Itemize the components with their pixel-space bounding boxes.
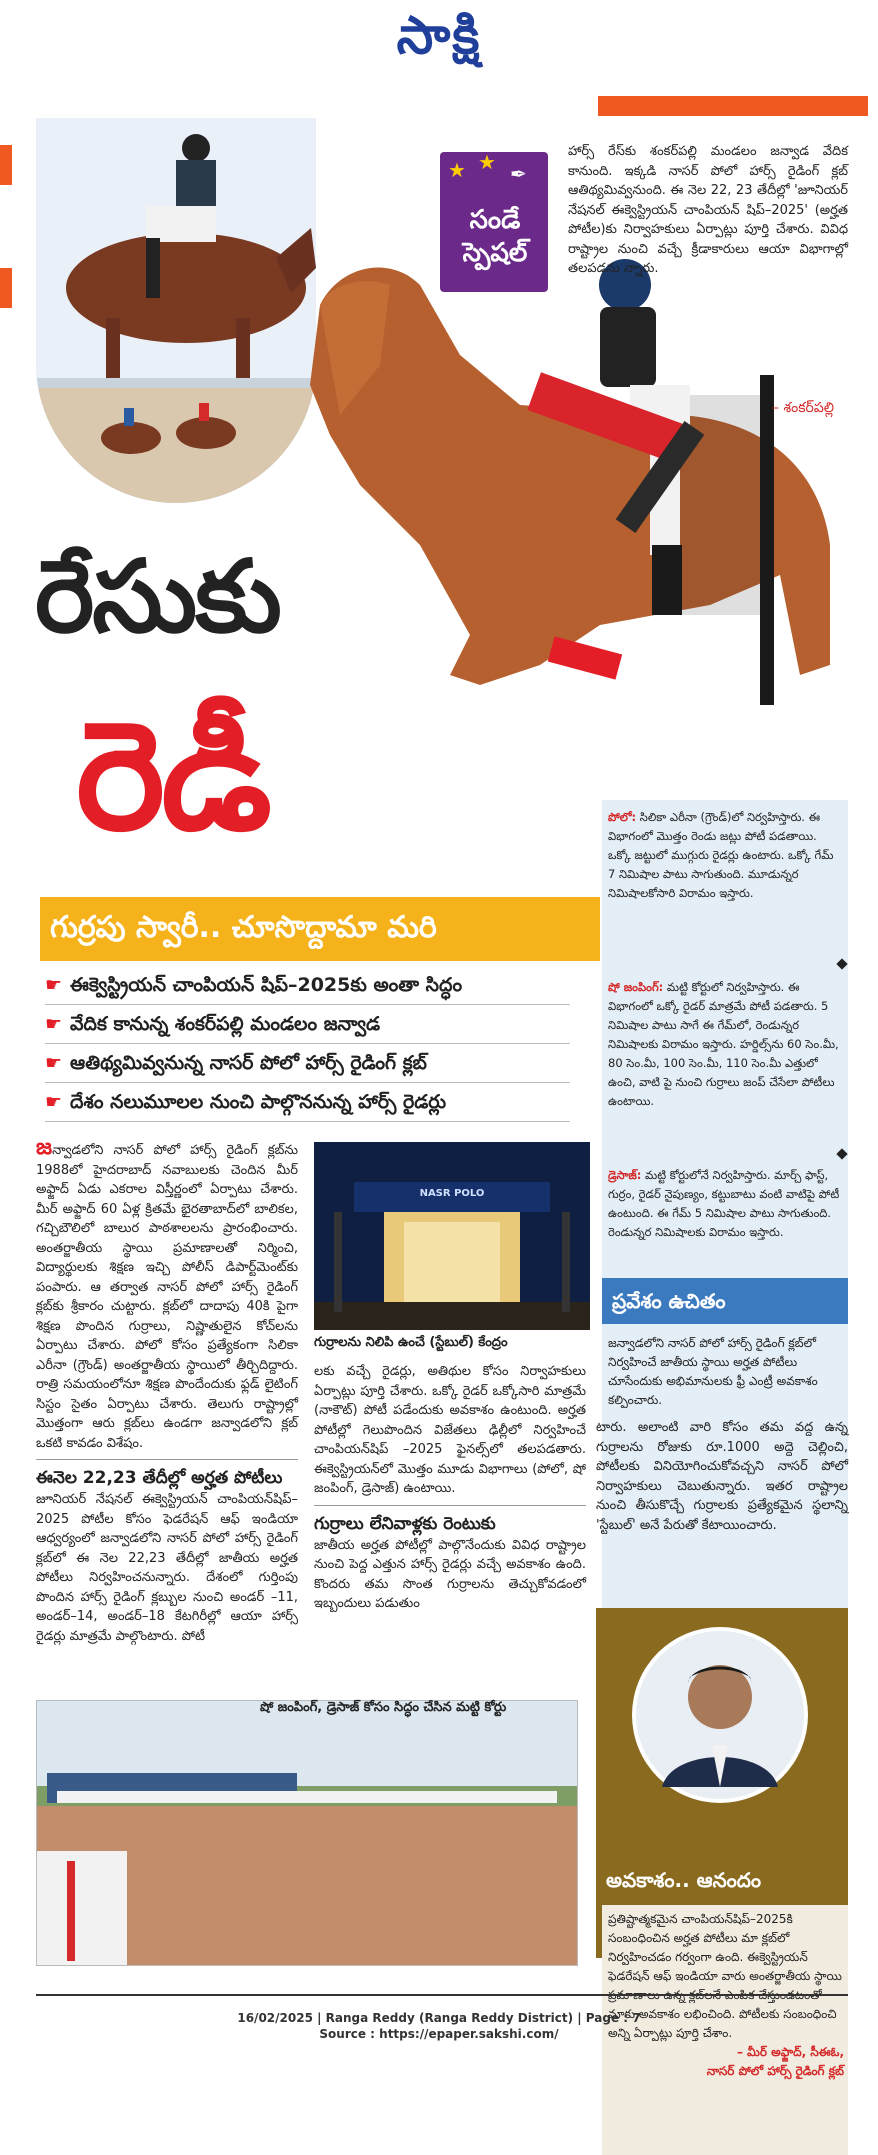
quote-signature-org: నాసర్ పోలో హార్స్ రైడింగ్ క్లబ్ (706, 2064, 844, 2078)
intro-paragraph: హార్స్ రేస్‌కు శంకర్‌పల్లి మండలం జన్వాడ వేదిక కానుంది. ఇక్కడి నాసర్ పోలో హార్స్ రైడింగ్ క్లబ్ ఆతిథ్యమివ్వనుంది. ఈ నెల 22, 23 తేదీల్లో 'జూనియర్ నేషనల్ ఈక్వెస్ట్రియన్ చాంపియన్ షిప్–2025' (అర్హత పోటీల)కు నిర్వాహకులు ఏర్పాట్లు పూర్తి చేశారు. వివిధ రాష్ట్రాల నుంచి వచ్చే క్రీడాకారులు ఆయా విభాగాల్లో తలపడను న్నారు. (568, 144, 848, 276)
pointer-icon: ☛ (45, 974, 63, 996)
dressage-info: డ్రెసాజ్: మట్టి కోర్టులోనే నిర్వహిస్తారు. మార్చ్ ఫాస్ట్, గుర్రం, రైడర్ నైపుణ్యం, కట్టుబాటు వంటి వాటిపై పోటీ ఉంటుంది. ఈ గేమ్ 5 నిమిషాల పాటు సాగుతుంది. రెండున్నర నిమిషాలకు విరామం ఇస్తారు. (608, 1168, 840, 1239)
bullet-item: ☛ దేశం నలుమూలల నుంచి పాల్గొననున్న హార్స్ రైడర్లు (45, 1083, 570, 1122)
article-paragraph: జాతీయ అర్హత పోటీల్లో పాల్గొనేందుకు వివిధ రాష్ట్రాల నుంచి పెద్ద ఎత్తున హార్స్ రైడర్లు వచ్చే అవకాశం ఉంది. కొందరు తమ సొంత గుర్రాలను తెచ్చుకోవడంలో ఇబ్బందులు పడుతుం (314, 1537, 586, 1611)
article-column-1: జన్వాడలోని నాసర్ పోలో హార్స్ రైడింగ్ క్లబ్‌ను 1988లో హైదరాబాద్ నవాబులకు చెందిన మీర్ అఫ్జాద్ ఏడు ఎకరాల విస్తీర్ణంలో ఏర్పాటు చేశారు. మీర్ అఫ్జాద్ 60 ఏళ్ల క్రితమే భైరతాబాద్‌లో బాలికల, గచ్చిబౌలిలో బాలుర పాఠశాలలను ప్రారంభించారు. అంతర్జాతీయ స్థాయి ప్రమాణాలతో నిర్మించి, విద్యార్థులకు శిక్షణ ఇచ్చి పోలీస్ డిపార్ట్‌మెంట్‌కు పంపారు. ఆ తర్వాత నాసర్ పోలో హార్స్ రైడింగ్ క్లబ్‌కు శ్రీకారం చుట్టారు. క్లబ్‌లో దాదాపు 40కి పైగా శిక్షణ పొందిన గుర్రాలు, నిష్ణాతులైన కోచ్‌లను ఏర్పాటు చేశారు. పోలో కోసం ప్రత్యేకంగా సిలికా ఎరీనా (గ్రౌండ్) అంతర్జాతీయ స్థాయిలో తీర్చిదిద్దారు. రాత్రి సమయంలోనూ శిక్షణ పొందేందుకు ఫ్లడ్ లైటింగ్ సిస్టం సైతం ఏర్పాటు చేశారు. తెలుగు రాష్ట్రాల్లో మొత్తంగా ఆరు క్లబ్‌లు ఉండగా జన్వాడలోని క్లబ్ ఒకటి కావడం విశేషం. ఈనెల 22,23 తేదీల్లో అర్హత పోటీలు జూనియర్ నేషనల్ ఈక్వెస్ట్రియన్ చాంపియన్‌షిప్–2025 పోటీల కోసం ఫెడరేషన్ ఆఫ్ ఇండియా ఆధ్వర్యంలో జన్వాడలోని నాసర్ పోలో హార్స్ రైడింగ్ క్లబ్‌లో ఈ నెల 22,23 తేదీల్లో జాతీయ అర్హత పోటీలు నిర్వహించనున్నారు. దేశంలో గుర్తింపు పొందిన హార్స్ రైడింగ్ క్లబ్బుల నుంచి అండర్ –11, అండర్–14, అండర్–18 కేటగిరీల్లో ఆయా హార్స్ రైడర్లు మాత్రమే పాల్గొంటారు. పోటీ (36, 1138, 298, 1646)
header-strip (598, 96, 868, 116)
polo-info: పోలో: సిలికా ఎరీనా (గ్రౌండ్)లో నిర్వహిస్తారు. ఈ విభాగంలో మొత్తం రెండు జట్లు పోటీ పడతాయి. ఒక్కో జట్టులో ముగ్గురు రైడర్లు ఉంటారు. ఒక్కో గేమ్ 7 నిమిషాల పాటు సాగుతుంది. మూడున్నర నిమిషాలకోసారి విరామం ఇస్తారు. (608, 810, 834, 900)
jumping-rider-photo (36, 118, 316, 503)
quote-text: ప్రతిష్టాత్మకమైన చాంపియన్‌షిప్–2025కి సంబంధించిన అర్హత పోటీలు మా క్లబ్‌లో నిర్వహించడం గర్వంగా ఉంది. ఈక్వెస్ట్రియన్ ఫెడరేషన్ ఆఫ్ ఇండియా వారు అంతర్జాతీయ స్థాయి మాకు అవకాశం లభించింది. పోటీలకు సంబంధించి అన్ని ఏర్పాట్లు పూర్తి చేశాం. – మీర్ అఫ్జాద్, సీఈఓ, నాసర్ పోలో హార్స్ రైడింగ్ క్లబ్ (608, 1910, 844, 2081)
footer-rule (36, 1994, 848, 1996)
bullet-item: ☛ వేదిక కానున్న శంకర్‌పల్లి మండలం జన్వాడ (45, 1005, 570, 1044)
mud-court-photo (36, 1700, 578, 1966)
newspaper-logo: సాక్షి (396, 6, 482, 66)
footer-source[interactable]: Source : https://epaper.sakshi.com/ (319, 2027, 559, 2041)
edge-marker (0, 145, 12, 185)
sub-banner-text: గుర్రపు స్వారీ.. చూసొద్దామా మరి (50, 910, 437, 945)
divider (314, 1505, 586, 1506)
pen-nib-icon: ✒ (510, 162, 527, 186)
star-icon: ★ (478, 150, 496, 174)
gate-sign: NASR POLO (419, 1188, 485, 1199)
drop-cap: జ (36, 1135, 53, 1160)
ceo-portrait (632, 1627, 808, 1803)
horse-jump-photo (300, 245, 840, 865)
masthead (0, 0, 878, 78)
page-footer (0, 2010, 878, 2042)
star-icon: ★ (448, 158, 466, 182)
bullet-item: ☛ ఆతిథ్యమివ్వనున్న నాసర్ పోలో హార్స్ రైడింగ్ క్లబ్ (45, 1044, 570, 1083)
free-entry-title: ప్రవేశం ఉచితం (612, 1289, 726, 1313)
highlight-bullets (45, 966, 570, 1122)
free-entry-text: జన్వాడలోని నాసర్ పోలో హార్స్ రైడింగ్ క్లబ్‌లో నిర్వహించే జాతీయ స్థాయి అర్హత పోటీలు చూసేందుకు అభిమానులకు ఫ్రీ ఎంట్రీ అవకాశం కల్పించారు. (608, 1336, 818, 1407)
gate-photo-caption: గుర్రాలను నిలిపి ఉంచే (స్టేబుల్) కేంద్రం (314, 1335, 508, 1350)
footer-edition: 16/02/2025 | Ranga Reddy (Ranga Reddy District) | Page : 7 (237, 2011, 641, 2025)
show-jumping-info: షో జంపింగ్: మట్టి కోర్టులో నిర్వహిస్తారు. ఈ విభాగంలో ఒక్కో రైడర్ మాత్రమే పోటీ పడతారు. 5 నిమిషాల పాటు సాగే ఈ గేమ్‌లో, రెండున్నర నిమిషాలకు విరామం ఇస్తారు. హర్డిల్స్‌ను 60 సెం.మీ, 80 సెం.మీ, 100 సెం.మీ, 110 సెం.మీ ఎత్తులో ఉంచి, వాటి పై నుంచి గుర్రాలు జంప్ చేసేలా పోటీలు ఉంటాయి. (608, 980, 839, 1108)
article-column-2 (314, 1362, 586, 1614)
bullet-item: ☛ ఈక్వెస్ట్రియన్ చాంపియన్ షిప్–2025కు అంతా సిద్ధం (45, 966, 570, 1005)
article-paragraph: లకు వచ్చే రైడర్లు, అతిథుల కోసం నిర్వాహకులు ఏర్పాట్లు పూర్తి చేశారు. ఒక్కో రైడర్ ఒక్కోసారి మాత్రమే (నాకౌట్) పోటీ పడేందుకు అవకాశం ఉంటుంది. అర్హత పోటీల్లో గెలుపొందిన విజేతలు ఢిల్లీలో నిర్వహించే చాంపియన్‌షిప్ –2025 ఫైనల్స్‌లో తలపడతారు. ఈక్వెస్ట్రియన్‌లో మొత్తం మూడు విభాగాలు (పోలో, షో జంపింగ్, డ్రెసాజ్) ఉంటాయి. (314, 1364, 586, 1496)
pointer-icon: ☛ (45, 1091, 63, 1113)
section-subhead: గుర్రాలు లేనివాళ్లకు రెంటుకు (314, 1513, 496, 1534)
section-subhead: ఈనెల 22,23 తేదీల్లో అర్హత పోటీలు (36, 1468, 283, 1488)
article-paragraph: జూనియర్ నేషనల్ ఈక్వెస్ట్రియన్ చాంపియన్‌షిప్–2025 పోటీల కోసం ఫెడరేషన్ ఆఫ్ ఇండియా ఆధ్వర్యంలో జన్వాడలోని నాసర్ పోలో హార్స్ రైడింగ్ క్లబ్‌లో ఈ నెల 22,23 తేదీల్లో జాతీయ అర్హత పోటీలు నిర్వహించనున్నారు. దేశంలో గుర్తింపు పొందిన హార్స్ రైడింగ్ క్లబ్బుల నుంచి అండర్ –11, అండర్–14, అండర్–18 కేటగిరీల్లో ఆయా హార్స్ రైడర్లు మాత్రమే పాల్గొంటారు. పోటీ (36, 1492, 298, 1644)
headline-line2: రెడీ (76, 690, 268, 864)
byline: – శంకర్‌పల్లి (772, 400, 835, 416)
edge-marker (0, 268, 12, 308)
court-photo-caption: షో జంపింగ్, డ్రెసాజ్ కోసం సిద్ధం చేసిన మట్టి కోర్టు (260, 1700, 507, 1715)
pointer-icon: ☛ (45, 1052, 63, 1074)
quote-signature: – మీర్ అఫ్జాద్, సీఈఓ, (736, 2045, 844, 2059)
badge-line2: స్పెషల్ (462, 238, 528, 268)
quote-box-title: అవకాశం.. ఆనందం (606, 1868, 762, 1892)
stable-gate-photo (314, 1142, 590, 1330)
badge-line1: సండే (469, 205, 521, 235)
divider (36, 1459, 298, 1460)
article-column-3: టారు. అలాంటి వారి కోసం తమ వద్ద ఉన్న గుర్రాలను రోజుకు రూ.1000 అద్దె చెల్లించి, పోటీలకు వినియోగించుకోవచ్చని నాసర్ పోలో నిర్వాహకులు చెబుతున్నారు. ఇతర రాష్ట్రాల నుంచి తీసుకొచ్చే గుర్రాలకు ప్రత్యేకమైన స్థలాన్ని 'స్టేబుల్' అనే పేరుతో కేటాయించారు. (596, 1420, 848, 1533)
headline-line1: రేసుకు (35, 538, 280, 655)
pointer-icon: ☛ (45, 1013, 63, 1035)
